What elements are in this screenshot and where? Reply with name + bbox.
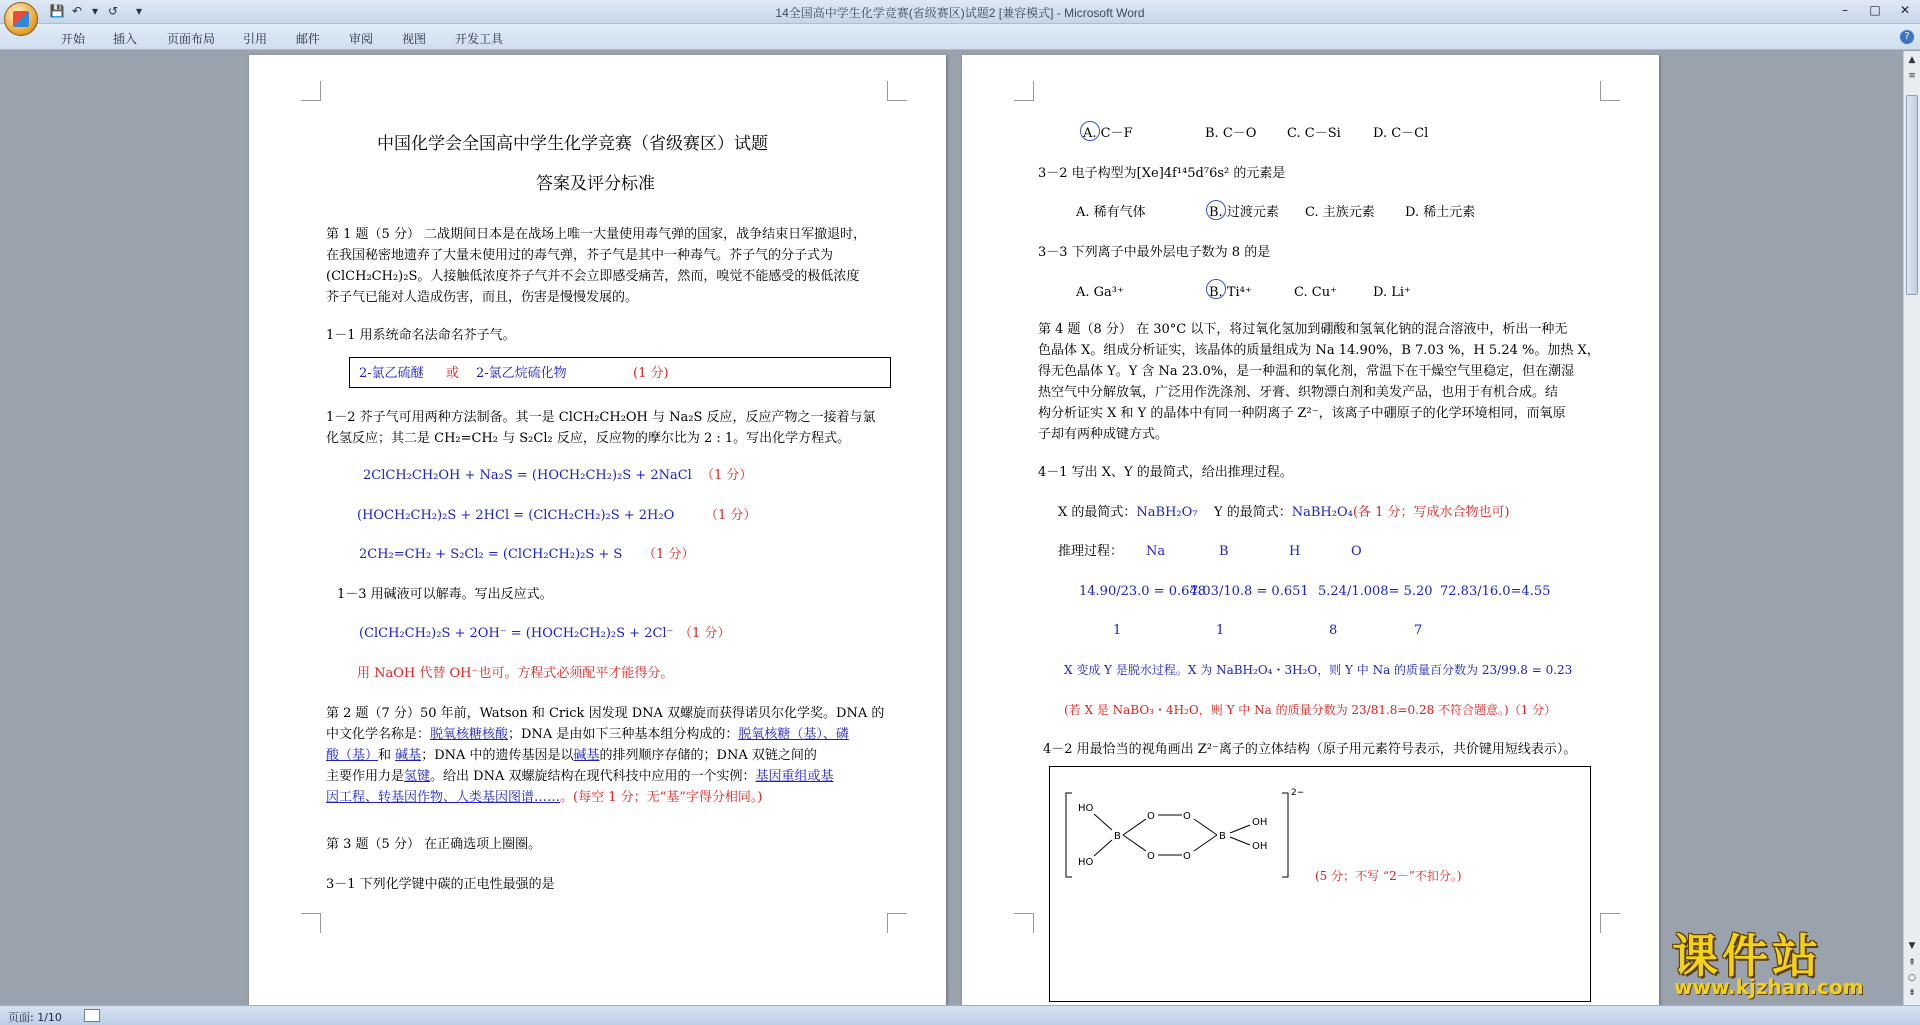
bond-line <box>1230 837 1250 845</box>
crop-mark <box>1014 81 1034 101</box>
q3-1-option-c: C. C－Si <box>1287 126 1341 141</box>
q2-block <box>326 703 906 808</box>
minimize-button[interactable]: – <box>1842 3 1848 17</box>
q1-1-answer-box <box>349 357 891 388</box>
proofing-icon[interactable] <box>84 1009 100 1022</box>
atom-o: O <box>1147 811 1155 822</box>
q1-intro-line: 芥子气已能对人造成伤害，而且，伤害是慢慢发展的。 <box>326 290 639 305</box>
q4-1-score: (各 1 分；写成水合物也可) <box>1352 505 1510 520</box>
q4-1-answer <box>1058 503 1510 522</box>
q3-2-option-b: B. 过渡元素 <box>1209 205 1279 220</box>
atom-oh-top: OH <box>1252 817 1268 828</box>
ratio-int-b: 1 <box>1216 623 1225 638</box>
bond-line <box>1094 814 1112 830</box>
q3-2-prompt: 3－2 电子构型为[Xe]4f¹⁴5d⁷6s² 的元素是 <box>1038 166 1286 181</box>
q1-1-answer-b: 2-氯乙烷硫化物 <box>476 366 567 381</box>
ratio-int-h: 8 <box>1329 623 1338 638</box>
equation-3-score: （1 分） <box>643 547 695 562</box>
atom-oh-bottom: OH <box>1252 841 1268 852</box>
structure-box <box>1049 766 1591 1002</box>
ion-charge: 2− <box>1291 788 1305 798</box>
page-subtitle: 答案及评分标准 <box>536 174 655 194</box>
q4-2-score: (5 分；不写 “2－”不扣分。) <box>1315 869 1462 883</box>
next-page-icon[interactable]: ⇟ <box>1908 988 1916 998</box>
close-button[interactable]: ✕ <box>1899 3 1911 17</box>
q4-intro <box>1038 319 1623 445</box>
window-title: 14全国高中学生化学竞赛(省级赛区)试题2 [兼容模式] - Microsoft Word <box>775 6 1145 20</box>
vertical-scrollbar[interactable] <box>1903 51 1920 1005</box>
ruler-toggle-icon[interactable]: ≡ <box>1908 71 1916 81</box>
scroll-down-icon[interactable]: ▼ <box>1908 941 1916 951</box>
q2-text: 的排列顺序存储的；DNA 双链之间的 <box>599 748 817 763</box>
q4-note-1: X 变成 Y 是脱水过程。X 为 NaBH₂O₄・3H₂O，则 Y 中 Na 的质量百分数为 23/99.8 = 0.23 <box>1064 663 1573 677</box>
tab-mailings[interactable]: 邮件 <box>296 32 321 46</box>
q3-3-option-c: C. Cu⁺ <box>1294 285 1337 300</box>
q2-text: 。给出 DNA 双螺旋结构在现代科技中应用的一个实例： <box>430 769 756 784</box>
q2-answer: 基因重组或基 <box>755 769 834 784</box>
q2-answer: 因工程、转基因作物、人类基因图谱…… <box>326 790 561 805</box>
customize-qat-icon[interactable]: ▾ <box>135 4 143 18</box>
equation-1-score: （1 分） <box>701 468 753 483</box>
q3-1-option-a: A. C－F <box>1083 126 1133 141</box>
element-na: Na <box>1146 544 1166 559</box>
scrollbar-thumb[interactable] <box>1906 95 1918 295</box>
q4-intro-line: 子却有两种成键方式。 <box>1038 427 1169 442</box>
q3-1-prompt: 3－1 下列化学键中碳的正电性最强的是 <box>326 877 555 892</box>
element-b: B <box>1219 544 1229 559</box>
q1-intro <box>326 224 906 308</box>
q2-line-1: 第 2 题（7 分）50 年前，Watson 和 Crick 因发现 DNA 双螺旋而获得诺贝尔化学奖。DNA 的 <box>326 706 885 721</box>
q3-3-option-b: B. Ti⁴⁺ <box>1209 285 1252 300</box>
q2-text: ；DNA 是由如下三种基本组分构成的： <box>508 727 739 742</box>
save-icon[interactable]: 💾 <box>49 4 65 18</box>
q2-text: ；DNA 中的遗传基因是以 <box>421 748 574 763</box>
z-ion-structure-diagram <box>1050 767 1590 907</box>
atom-o: O <box>1147 851 1155 862</box>
q2-text: 中文化学名称是： <box>326 727 431 742</box>
document-page-2[interactable] <box>962 55 1659 1005</box>
q4-intro-line: 热空气中分解放氧，广泛用作洗涤剂、牙膏、织物漂白剂和美发产品，也用于有机合成。结 <box>1038 385 1559 400</box>
q3-intro: 第 3 题（5 分） 在正确选项上圈圈。 <box>326 837 542 852</box>
maximize-button[interactable]: □ <box>1869 3 1881 17</box>
tab-insert[interactable]: 插入 <box>113 32 138 46</box>
bond-line <box>1194 835 1217 851</box>
title-bar <box>0 0 1920 24</box>
q3-2-option-c: C. 主族元素 <box>1305 205 1375 220</box>
equation-3: 2CH₂=CH₂ + S₂Cl₂ = (ClCH₂CH₂)₂S + S <box>359 547 623 562</box>
atom-ho-bottom: HO <box>1078 857 1094 868</box>
bond-line <box>1123 819 1146 835</box>
equation-2-score: （1 分） <box>705 508 757 523</box>
ratio-na: 14.90/23.0 = 0.648 <box>1079 584 1206 599</box>
q2-line-5 <box>326 787 906 808</box>
crop-mark <box>301 81 321 101</box>
q1-2-line: 化氢反应；其二是 CH₂=CH₂ 与 S₂Cl₂ 反应，反应物的摩尔比为 2 : 1。写出化学方程式。 <box>326 431 851 446</box>
atom-b-left: B <box>1114 831 1121 842</box>
q3-3-option-d: D. Li⁺ <box>1373 285 1411 300</box>
watermark-title: 课件站 <box>1672 929 1822 983</box>
atom-o: O <box>1183 811 1191 822</box>
q1-intro-line: 第 1 题（5 分） 二战期间日本是在战场上唯一大量使用毒气弹的国家，战争结束日军撤退时， <box>326 227 867 242</box>
q2-line-3 <box>326 745 906 766</box>
q2-answer: 碱基 <box>395 748 422 763</box>
q2-text: 和 <box>378 748 392 763</box>
q1-intro-line: 在我国秘密地遗弃了大量未使用过的毒气弹，芥子气是其中一种毒气。芥子气的分子式为 <box>326 248 834 263</box>
equation-4: (ClCH₂CH₂)₂S + 2OH⁻ = (HOCH₂CH₂)₂S + 2Cl⁻ <box>359 626 674 641</box>
ratio-h: 5.24/1.008= 5.20 <box>1318 584 1433 599</box>
equation-4-score: （1 分） <box>679 626 731 641</box>
q1-1-prompt: 1－1 用系统命名法命名芥子气。 <box>326 328 516 343</box>
q4-note-2: (若 X 是 NaBO₃・4H₂O，则 Y 中 Na 的质量分数为 23/81.8=0.28 不符合题意。)（1 分） <box>1064 703 1557 717</box>
element-h: H <box>1289 544 1301 559</box>
undo-icon[interactable]: ↶ <box>71 4 83 18</box>
q4-intro-line: 构分析证实 X 和 Y 的晶体中有同一种阴离子 Z²⁻，该离子中硼原子的化学环境相同，而氧原 <box>1038 406 1566 421</box>
help-icon[interactable]: ? <box>1900 30 1914 44</box>
crop-mark <box>887 913 907 933</box>
window-controls <box>1830 0 1920 20</box>
tab-review[interactable]: 审阅 <box>349 32 374 46</box>
redo-icon[interactable]: ↺ <box>107 4 119 18</box>
q4-1-prompt: 4－1 写出 X、Y 的最简式，给出推理过程。 <box>1038 465 1293 480</box>
chevron-down-icon[interactable]: ▾ <box>91 4 99 18</box>
status-bar <box>0 1005 1920 1025</box>
crop-mark <box>1014 913 1034 933</box>
x-formula: NaBH₂O₇ <box>1136 505 1198 520</box>
bond-line <box>1194 819 1217 835</box>
x-label: X 的最简式： <box>1058 505 1137 520</box>
q1-2-line: 1－2 芥子气可用两种方法制备。其一是 ClCH₂CH₂OH 与 Na₂S 反应，反应产物之一接着与氯 <box>326 410 876 425</box>
page-number-status[interactable]: 页面: 1/10 <box>8 1011 62 1024</box>
watermark-logo <box>1660 920 1910 1005</box>
q3-2-option-d: D. 稀土元素 <box>1405 205 1476 220</box>
atom-b-right: B <box>1219 831 1226 842</box>
q3-1-option-b: B. C－O <box>1205 126 1257 141</box>
q2-line-2 <box>326 724 906 745</box>
crop-mark <box>301 913 321 933</box>
equation-2: (HOCH₂CH₂)₂S + 2HCl = (ClCH₂CH₂)₂S + 2H₂O <box>357 508 675 523</box>
q2-line-4 <box>326 766 906 787</box>
q1-3-note: 用 NaOH 代替 OH⁻也可。方程式必须配平才能得分。 <box>357 666 674 681</box>
document-page-1[interactable] <box>249 55 946 1005</box>
page-title: 中国化学会全国高中学生化学竞赛（省级赛区）试题 <box>377 134 768 154</box>
q1-1-answer-a: 2-氯乙硫醚 <box>359 366 424 381</box>
tab-developer[interactable]: 开发工具 <box>455 32 504 46</box>
tab-page-layout[interactable]: 页面布局 <box>167 32 216 46</box>
element-o: O <box>1351 544 1362 559</box>
bond-line <box>1230 825 1250 833</box>
document-area[interactable] <box>0 51 1903 1005</box>
y-formula: NaBH₂O₄ <box>1291 505 1353 520</box>
reasoning-label: 推理过程： <box>1058 544 1124 559</box>
q3-3-option-a: A. Ga³⁺ <box>1076 285 1124 300</box>
bond-line <box>1123 835 1146 851</box>
ratio-int-o: 7 <box>1414 623 1423 638</box>
q4-intro-line: 色晶体 X。组成分析证实，该晶体的质量组成为 Na 14.90%，B 7.03 %，H 5.24 %。加热 X， <box>1038 343 1600 358</box>
q1-3-prompt: 1－3 用碱液可以解毒。写出反应式。 <box>337 587 553 602</box>
q1-2-prompt <box>326 407 906 449</box>
previous-page-icon[interactable]: ⇞ <box>1908 958 1916 968</box>
q2-answer: 脱氧核糖核酸 <box>430 727 509 742</box>
atom-ho-top: HO <box>1078 803 1094 814</box>
crop-mark <box>887 81 907 101</box>
tab-home[interactable]: 开始 <box>61 32 86 46</box>
q4-2-prompt: 4－2 用最恰当的视角画出 Z²⁻离子的立体结构（原子用元素符号表示，共价键用短线表示）。 <box>1043 742 1577 757</box>
atom-o: O <box>1183 851 1191 862</box>
q1-1-score: (1 分) <box>633 366 669 381</box>
q4-intro-line: 得无色晶体 Y。Y 含 Na 23.0%，是一种温和的氧化剂，常温下在干燥空气里稳定，但在潮湿 <box>1038 364 1575 379</box>
q2-answer: 脱氧核糖（基）、磷 <box>738 727 849 742</box>
q3-1-option-d: D. C－Cl <box>1373 126 1429 141</box>
q1-1-or: 或 <box>446 366 460 381</box>
q2-score-note: 。(每空 1 分；无“基”字得分相同。) <box>560 790 763 805</box>
watermark-url: www.kjzhan.com <box>1674 975 1864 999</box>
q3-2-option-a: A. 稀有气体 <box>1076 205 1146 220</box>
ribbon-tabs <box>0 24 1920 50</box>
right-bracket <box>1282 793 1288 877</box>
q2-answer: 氢键 <box>404 769 431 784</box>
q1-intro-line: (ClCH₂CH₂)₂S。人接触低浓度芥子气并不会立即感受痛苦，然而，嗅觉不能感受的极低浓度 <box>326 269 860 284</box>
y-label: Y 的最简式： <box>1214 505 1292 520</box>
q2-answer: 酸（基） <box>326 748 379 763</box>
crop-mark <box>1600 913 1620 933</box>
equation-1: 2ClCH₂CH₂OH + Na₂S = (HOCH₂CH₂)₂S + 2NaCl <box>363 468 692 483</box>
select-browse-object-icon[interactable]: ○ <box>1908 973 1916 983</box>
office-logo-icon <box>13 11 29 27</box>
ratio-int-na: 1 <box>1113 623 1122 638</box>
crop-mark <box>1600 81 1620 101</box>
tab-view[interactable]: 视图 <box>402 32 427 46</box>
q4-intro-line: 第 4 题（8 分） 在 30°C 以下，将过氧化氢加到硼酸和氢氧化钠的混合溶液中，析出一种无 <box>1038 322 1568 337</box>
ratio-o: 72.83/16.0=4.55 <box>1440 584 1551 599</box>
q2-answer: 碱基 <box>573 748 600 763</box>
q3-3-prompt: 3－3 下列离子中最外层电子数为 8 的是 <box>1038 245 1271 260</box>
office-button[interactable] <box>4 2 38 36</box>
scroll-up-icon[interactable]: ▲ <box>1908 55 1916 65</box>
ratio-b: 7.03/10.8 = 0.651 <box>1190 584 1309 599</box>
left-bracket <box>1066 793 1072 877</box>
q2-text: 主要作用力是 <box>326 769 405 784</box>
tab-references[interactable]: 引用 <box>243 32 268 46</box>
bond-line <box>1094 840 1112 856</box>
